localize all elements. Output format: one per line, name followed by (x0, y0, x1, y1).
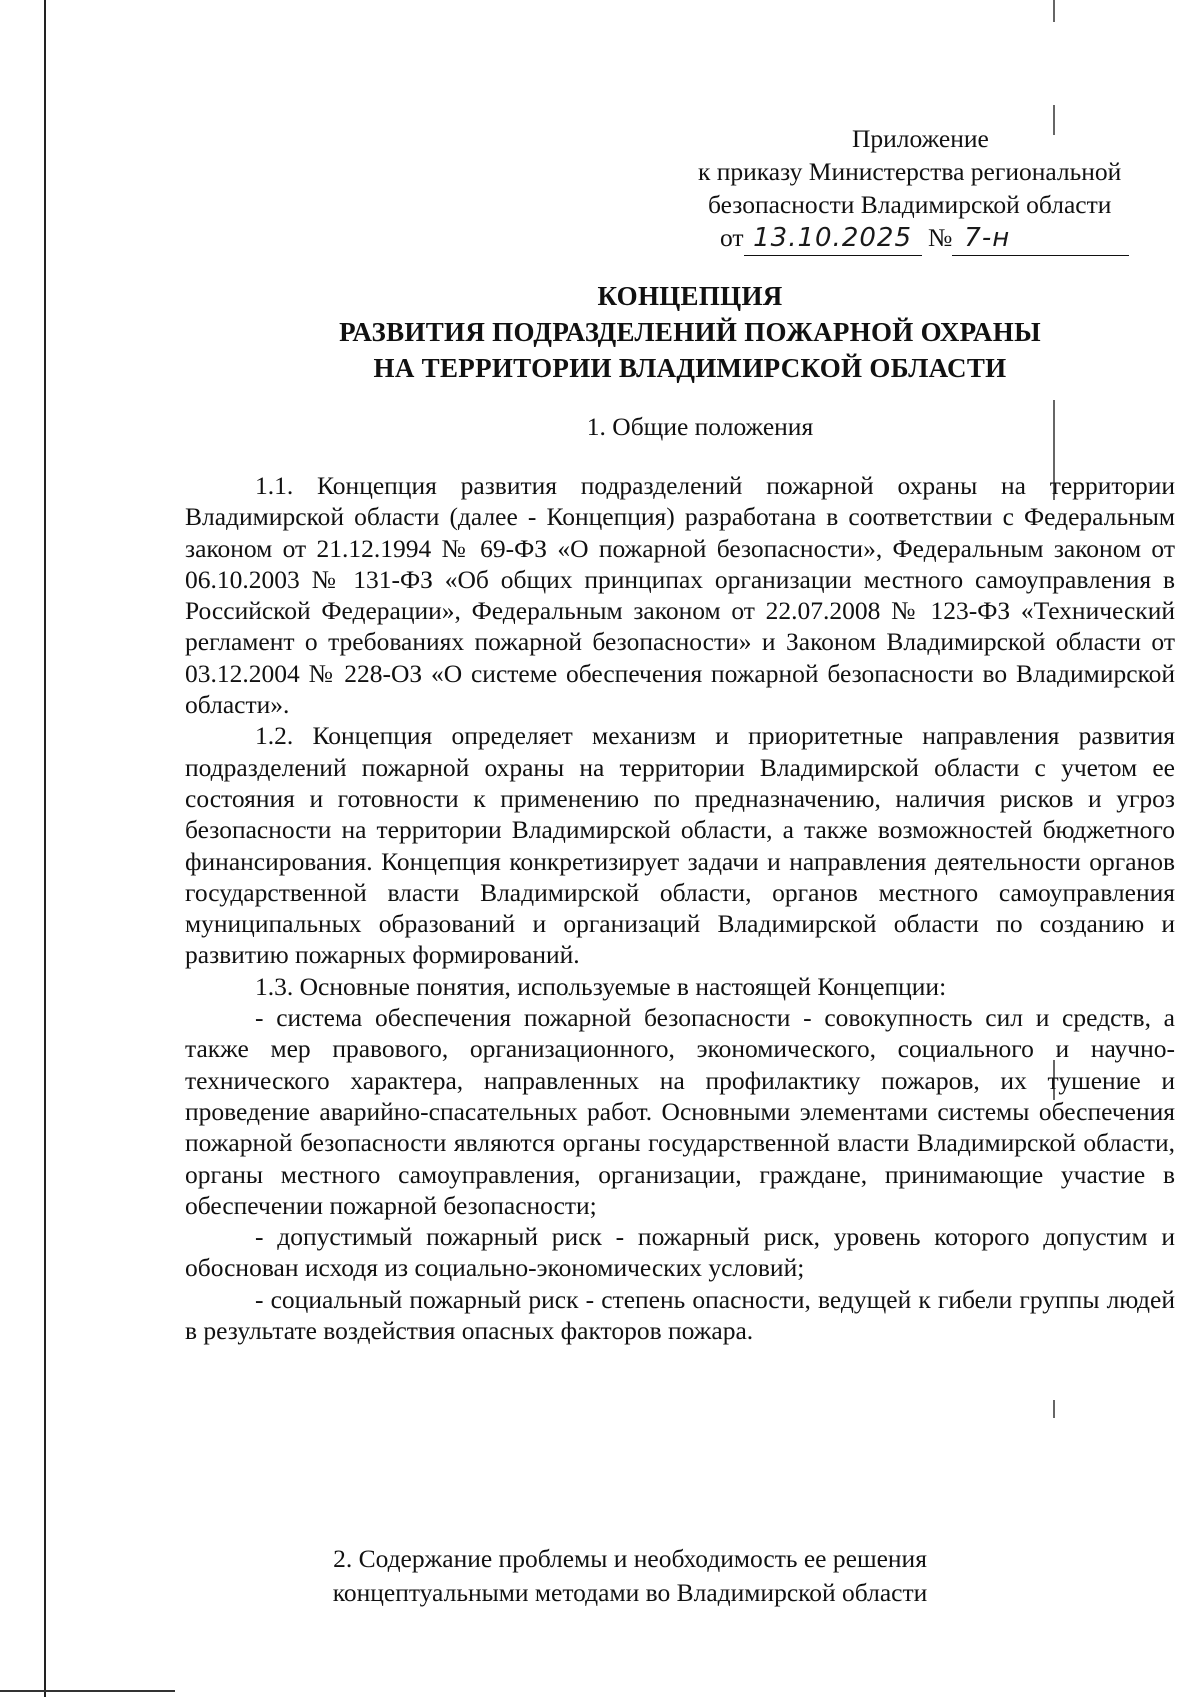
paragraph-1-1: 1.1. Концепция развития подразделений пожарной охраны на территории Владимирской области (далее - Концепция) разработана в соответствии с Федеральным законом от 21.12.1994 № 69-ФЗ «О пожарной безопасности», Федеральным законом от 06.10.2003 № 131-ФЗ «Об общих принципах организации местного самоуправления в Российской Федерации», Федеральным законом от 22.07.2008 № 123-ФЗ «Технический регламент о требованиях пожарной безопасности» и Законом Владимирской области от 03.12.2004 № 228-ОЗ «О системе обеспечения пожарной безопасности во Владимирской области». (185, 471, 1175, 720)
appendix-title: Приложение (852, 124, 989, 153)
from-label: от (720, 223, 744, 252)
paragraph-1-2: 1.2. Концепция определяет механизм и приоритетные направления развития подразделений пожарной охраны на территории Владимирской области с учетом ее состояния и готовности к применению по предназначению, наличия рисков и угроз безопасности на территории Владимирской области, а также возможностей бюджетного финансирования. Концепция конкретизирует задачи и направления деятельности органов государственной власти Владимирской области, органов местного самоуправления муниципальных образований и организаций Владимирской области по созданию и развитию пожарных формирований. (185, 721, 1175, 970)
section-1-heading: 1. Общие положения (586, 412, 814, 441)
appendix-block (680, 122, 1160, 259)
appendix-ministry: безопасности Владимирской области (708, 190, 1112, 219)
scan-fold-mark (1053, 1400, 1055, 1418)
section-2-heading-line-2: концептуальными методами во Владимирской области (332, 1578, 928, 1607)
scan-fold-mark (1053, 0, 1055, 22)
definition-fire-safety-system: - система обеспечения пожарной безопасности - совокупность сил и средств, а также мер правового, организационного, экономического, социального и научно-технического характера, направленных на профилактику пожаров, их тушение и проведение аварийно-спасательных работ. Основными элементами системы обеспечения пожарной безопасности являются органы государственной власти Владимирской области, органы местного самоуправления, организации, граждане, принимающие участие в обеспечении пожарной безопасности; (185, 1003, 1175, 1220)
document-title (260, 278, 1120, 386)
document-body (185, 470, 1175, 1346)
number-label: № (927, 223, 953, 252)
paragraph-1-3: 1.3. Основные понятия, используемые в настоящей Концепции: (255, 971, 947, 1001)
title-line-3: НА ТЕРРИТОРИИ ВЛАДИМИРСКОЙ ОБЛАСТИ (373, 353, 1007, 383)
section-2-heading-line-1: 2. Содержание проблемы и необходимость ее решения (333, 1544, 927, 1573)
scan-margin-line (44, 0, 46, 1697)
section-2-heading (270, 1542, 990, 1610)
handwritten-number: 7-н (964, 223, 1011, 253)
appendix-order-ref: к приказу Министерства региональной (698, 157, 1122, 186)
handwritten-date: 13.10.2025 (753, 223, 912, 253)
definition-acceptable-fire-risk: - допустимый пожарный риск - пожарный риск, уровень которого допустим и обоснован исходя из социально-экономических условий; (185, 1222, 1175, 1283)
definition-social-fire-risk: - социальный пожарный риск - степень опасности, ведущей к гибели группы людей в результате воздействия опасных факторов пожара. (185, 1284, 1175, 1346)
appendix-date-number (680, 221, 1160, 259)
title-line-2: РАЗВИТИЯ ПОДРАЗДЕЛЕНИЙ ПОЖАРНОЙ ОХРАНЫ (339, 317, 1041, 347)
scan-corner-line (0, 1690, 175, 1692)
title-line-1: КОНЦЕПЦИЯ (597, 281, 783, 311)
